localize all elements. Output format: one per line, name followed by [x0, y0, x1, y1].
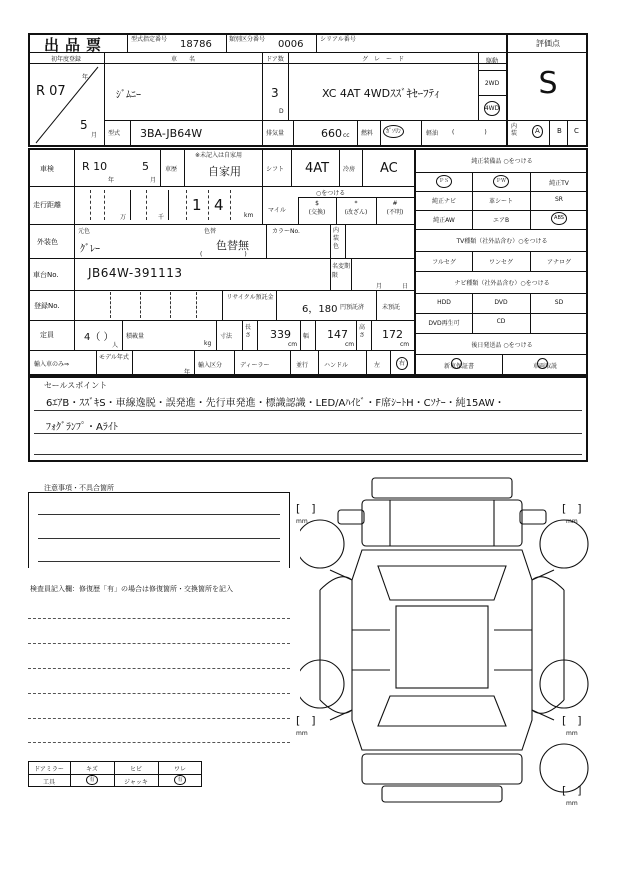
interior-label: 内装	[511, 123, 518, 137]
grade-value: XC 4AT 4WDｽｽﾞｷｾｰﾌﾃｨ	[322, 87, 440, 100]
import-class-label: 輸入区分	[198, 362, 223, 369]
tire-spare-bracket: [ ]	[562, 784, 582, 797]
equip-genuine-navi[interactable]: 純正ナビ	[431, 198, 456, 205]
post-warranty[interactable]: 新車保証書	[443, 363, 474, 370]
legend-split: ワレ	[173, 766, 186, 773]
import-label: 輸入車のみ⇒	[34, 361, 70, 368]
drive-2wd[interactable]: 2WD	[484, 80, 500, 87]
car-name-label: 車 名	[170, 56, 195, 63]
model-year-unit: 年	[184, 369, 191, 376]
legend-tools-has[interactable]: 有	[70, 775, 114, 785]
handle-label: ハンドル	[324, 362, 349, 369]
model-label: 型式	[108, 130, 121, 137]
oil-label: 軽油	[426, 130, 439, 137]
recycle-unit: 円預託済	[340, 304, 365, 311]
equip-ps[interactable]: ＰＳ	[416, 175, 472, 188]
tire-rear-right-unit: mm	[566, 730, 578, 737]
post-shipment-label: 後日発送品 ○をつける	[471, 342, 533, 349]
meter-exchange[interactable]: $ (交換)	[308, 200, 326, 216]
first-reg-month-unit: 月	[91, 132, 98, 139]
mileage-digit-2: 4	[214, 196, 224, 214]
mileage-unit: km	[244, 212, 254, 219]
load-unit: kg	[204, 340, 212, 347]
width-value: 147	[327, 328, 348, 341]
tv-analog[interactable]: アナログ	[546, 259, 571, 266]
dealer-option[interactable]: ディーラー	[240, 362, 270, 369]
name-change-day: 日	[402, 283, 409, 290]
chassis-label: 車台No.	[33, 271, 59, 279]
navi-cd[interactable]: CD	[496, 318, 506, 325]
reg-no-label: 登録No.	[34, 302, 60, 310]
navi-sd[interactable]: SD	[554, 299, 564, 306]
length-label: 長さ	[245, 324, 252, 339]
equip-pw[interactable]: ＰＷ	[472, 175, 530, 188]
sales-point-label: セールスポイント	[44, 381, 108, 390]
recycle-label: リサイクル預託金	[226, 294, 274, 301]
displacement-label: 排気量	[266, 130, 285, 137]
drive-4wd[interactable]: 4WD	[480, 101, 504, 116]
mileage-man: 万	[120, 214, 127, 221]
mileage-sen: 千	[158, 214, 165, 221]
type-number: 18786	[180, 39, 212, 50]
repaint-label: 色替	[204, 228, 217, 235]
equip-leather-seat[interactable]: 革シート	[488, 198, 513, 205]
height-value: 172	[382, 328, 403, 341]
capacity-unit: 人	[112, 342, 119, 349]
history-value: 自家用	[208, 165, 241, 178]
legend-crack: ヒビ	[129, 766, 142, 773]
parallel-option[interactable]: 並行	[296, 362, 309, 369]
navi-dvd-playback[interactable]: DVD再生可	[428, 320, 460, 327]
height-label: 高さ	[359, 324, 366, 339]
interior-b[interactable]: B	[557, 127, 562, 135]
interior-a[interactable]: A	[532, 125, 543, 138]
tire-front-right-unit: mm	[566, 518, 578, 525]
color-no-label: カラーNo.	[272, 228, 300, 235]
model-value: 3BA-JB64W	[140, 127, 203, 140]
length-unit: cm	[288, 341, 298, 348]
legend-scratch: キズ	[86, 766, 98, 773]
equip-genuine-aw[interactable]: 純正AW	[433, 217, 455, 224]
meter-unknown[interactable]: # (不明)	[386, 200, 404, 216]
equip-abs[interactable]: ABS	[530, 212, 588, 225]
mileage-unit-mile: マイル	[268, 207, 286, 214]
length-value: 339	[270, 328, 291, 341]
name-change-month: 月	[376, 283, 383, 290]
tire-front-left-unit: mm	[296, 518, 308, 525]
history-label: 車歴	[165, 166, 178, 173]
handle-right[interactable]: 右	[396, 357, 408, 370]
repaint-value: 色替無	[216, 239, 249, 252]
tire-spare-unit: mm	[566, 800, 578, 807]
car-damage-diagram	[300, 470, 600, 810]
interior-color-label: 内装色	[333, 227, 340, 250]
inspection-label: 車検	[40, 165, 54, 173]
handle-left[interactable]: 左	[374, 362, 381, 369]
grade-label: グ レ ー ド	[361, 56, 404, 63]
tv-fullseg[interactable]: フルセグ	[432, 259, 456, 266]
car-name: ｼﾞﾑﾆｰ	[116, 90, 141, 101]
class-number: 0006	[278, 39, 304, 50]
class-number-label: 類別区分番号	[229, 36, 266, 43]
equip-genuine-tv[interactable]: 純正TV	[549, 180, 569, 187]
tv-type-label: TV種類（社外品含む）○をつける	[456, 238, 548, 245]
displacement-unit: cc	[343, 132, 350, 139]
first-reg-year-unit: 年	[82, 74, 89, 81]
manual-circle-mark	[537, 358, 548, 369]
doors-label: ドア数	[266, 56, 284, 63]
post-manual[interactable]: 車両取説	[532, 363, 557, 370]
interior-c[interactable]: C	[574, 127, 579, 135]
sales-point-line1: 6ｴｱB・ｽｽﾞｷS・車線逸脱・誤発進・先行車発進・標識認識・LED/Aﾊｲﾋﾞ・F席ｼｰﾄH・Cｿﾅｰ・純15AW・	[46, 398, 505, 409]
fuel-value[interactable]: ｶﾞｿﾘﾝ	[383, 125, 404, 138]
inspection-month-unit: 月	[150, 177, 157, 184]
page-title: 出品票	[44, 36, 108, 54]
navi-dvd[interactable]: DVD	[494, 299, 508, 306]
rating-label: 評価点	[536, 39, 560, 48]
meter-mark-label: ○をつける	[316, 190, 346, 197]
oil-bracket: ( )	[452, 129, 487, 136]
legend-door-mirror: ドアミラー	[34, 766, 64, 773]
cooler-value: AC	[380, 161, 398, 176]
fuel-label: 燃料	[361, 130, 374, 137]
doors-type: D	[279, 108, 284, 115]
chassis-value: JB64W-391113	[88, 266, 183, 280]
shift-value: 4AT	[305, 161, 330, 176]
type-number-label: 型式指定番号	[131, 36, 168, 43]
inspection-month: 5	[142, 160, 149, 173]
genuine-equipment-label: 純正装備品 ○をつける	[471, 158, 533, 165]
navi-type-label: ナビ種類（社外品含む）○をつける	[454, 280, 550, 287]
tire-rear-left-bracket: [ ]	[296, 714, 316, 727]
first-reg-month: 5	[80, 118, 88, 132]
doors-value: 3	[271, 86, 279, 100]
load-label: 積載量	[126, 333, 145, 340]
equip-airbag[interactable]: エアB	[492, 217, 510, 224]
mileage-digit-1: 1	[192, 196, 202, 214]
dimensions-label: 寸法	[220, 333, 233, 340]
recycle-status[interactable]: 未預託	[382, 304, 401, 311]
width-label: 幅	[303, 333, 310, 340]
original-color: ｸﾞﾚｰ	[80, 244, 100, 255]
inspector-label: 検査員記入欄：修復歴「有」の場合は修復箇所・交換箇所を記入	[30, 585, 233, 593]
inspection-era: R 10	[82, 160, 108, 173]
navi-hdd[interactable]: HDD	[437, 299, 451, 306]
sales-point-line2: ﾌｫｸﾞﾗﾝﾌﾟ・Aﾗｲﾄ	[46, 422, 118, 433]
capacity-label: 定員	[40, 331, 54, 339]
tire-rear-left-unit: mm	[296, 730, 308, 737]
recycle-amount: 6，180	[302, 304, 338, 315]
serial-label: シリアル番号	[320, 36, 356, 43]
capacity-value: 4（ ）	[84, 332, 114, 343]
height-unit: cm	[400, 341, 410, 348]
displacement-value: 660	[321, 127, 342, 140]
caution-bracket	[28, 492, 290, 568]
tire-rear-right-bracket: [ ]	[562, 714, 582, 727]
equip-sr[interactable]: SR	[555, 196, 563, 203]
mileage-label: 走行距離	[33, 201, 61, 209]
first-reg-era: R 07	[36, 84, 66, 99]
tire-front-left-bracket: [ ]	[296, 502, 316, 515]
cooler-label: 冷房	[343, 166, 356, 173]
history-note: ※未記入は自家用	[195, 152, 243, 159]
legend-tools: 工具	[42, 779, 55, 786]
model-year-label: モデル年式	[99, 354, 129, 361]
tv-oneseg[interactable]: ワンセグ	[488, 259, 513, 266]
repaint-bracket: ( )	[200, 251, 247, 258]
tire-front-right-bracket: [ ]	[562, 502, 582, 515]
width-unit: cm	[345, 341, 355, 348]
legend-jack: ジャッキ	[124, 779, 148, 786]
inspection-year-unit: 年	[108, 177, 115, 184]
color-label: 外装色	[37, 238, 58, 246]
first-reg-label: 初年度登録	[50, 56, 81, 63]
drive-label: 駆動	[485, 58, 498, 65]
name-change-label: 名変期限	[332, 263, 351, 279]
legend-jack-has[interactable]: 有	[158, 775, 202, 785]
warranty-circle-mark	[451, 358, 462, 369]
rating-value: S	[538, 66, 558, 101]
original-color-label: 元色	[78, 228, 91, 235]
meter-tamper[interactable]: * (改ざん)	[344, 200, 368, 216]
shift-label: シフト	[266, 166, 285, 173]
caution-label: 注意事項・不具合箇所	[44, 484, 114, 492]
